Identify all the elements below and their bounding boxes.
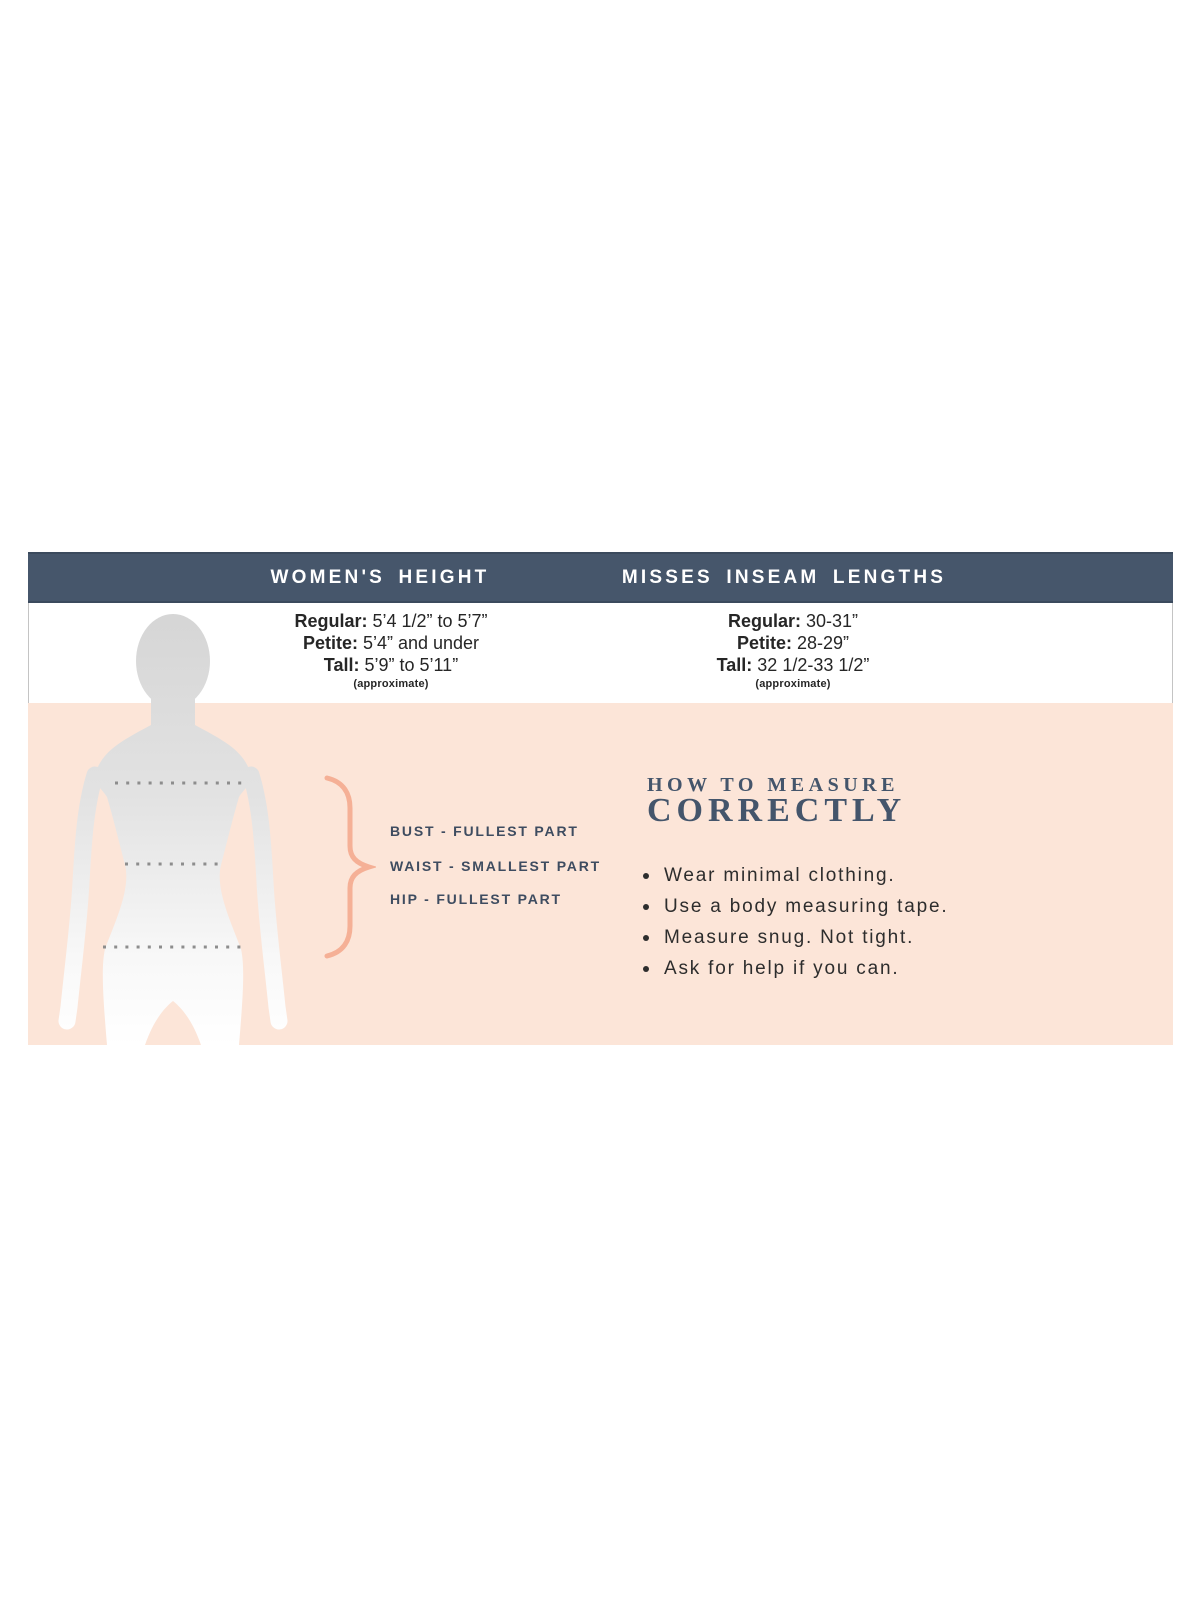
bullet-icon	[643, 904, 649, 910]
range-label: Petite:	[302, 633, 358, 653]
height-range-row	[294, 654, 487, 676]
inseam-range-row	[717, 632, 870, 654]
misses-inseam-column-title: MISSES INSEAM LENGTHS	[621, 566, 947, 588]
height-range-row	[294, 610, 487, 632]
tip-text: Ask for help if you can.	[664, 957, 900, 979]
inseam-range-row	[717, 654, 870, 676]
tip-text: Measure snug. Not tight.	[664, 926, 915, 948]
height-range-row	[294, 632, 487, 654]
range-value: 5’4 1/2” to 5’7”	[372, 611, 488, 631]
woman-silhouette-figure	[45, 607, 301, 1045]
approximate-note: (approximate)	[353, 678, 429, 690]
range-value: 5’4” and under	[362, 633, 480, 653]
size-guide-content	[28, 552, 1173, 1045]
tip-item	[643, 922, 948, 953]
tip-item	[643, 860, 948, 891]
range-value: 32 1/2-33 1/2”	[757, 655, 870, 675]
bust-label: BUST - FULLEST PART	[390, 823, 579, 839]
bullet-icon	[643, 935, 649, 941]
measuring-tips-list	[643, 860, 948, 984]
range-label: Tall:	[323, 655, 360, 675]
range-value: 30-31”	[805, 611, 859, 631]
tip-text: Use a body measuring tape.	[664, 895, 949, 917]
range-label: Tall:	[716, 655, 753, 675]
range-label: Petite:	[736, 633, 792, 653]
silhouette-left-arm	[67, 775, 95, 1021]
waist-label: WAIST - SMALLEST PART	[390, 858, 601, 874]
correctly-title: CORRECTLY	[647, 792, 907, 829]
womens-height-column-title: WOMEN'S HEIGHT	[270, 566, 490, 588]
tip-item	[643, 953, 948, 984]
bullet-icon	[643, 873, 649, 879]
range-label: Regular:	[727, 611, 801, 631]
womens-height-ranges	[294, 610, 487, 690]
silhouette-torso-legs	[95, 689, 251, 1045]
silhouette-right-arm	[251, 775, 279, 1021]
hip-label: HIP - FULLEST PART	[390, 891, 562, 907]
tip-text: Wear minimal clothing.	[664, 864, 896, 886]
size-guide-header-bar	[28, 552, 1173, 603]
range-value: 5’9” to 5’11”	[364, 655, 459, 675]
tip-item	[643, 891, 948, 922]
range-label: Regular:	[294, 611, 368, 631]
brace-icon	[318, 772, 376, 962]
approximate-note: (approximate)	[755, 678, 831, 690]
misses-inseam-ranges	[717, 610, 870, 690]
bullet-icon	[643, 966, 649, 972]
how-to-measure-title: HOW TO MEASURE	[647, 774, 899, 796]
range-value: 28-29”	[796, 633, 850, 653]
inseam-range-row	[717, 610, 870, 632]
